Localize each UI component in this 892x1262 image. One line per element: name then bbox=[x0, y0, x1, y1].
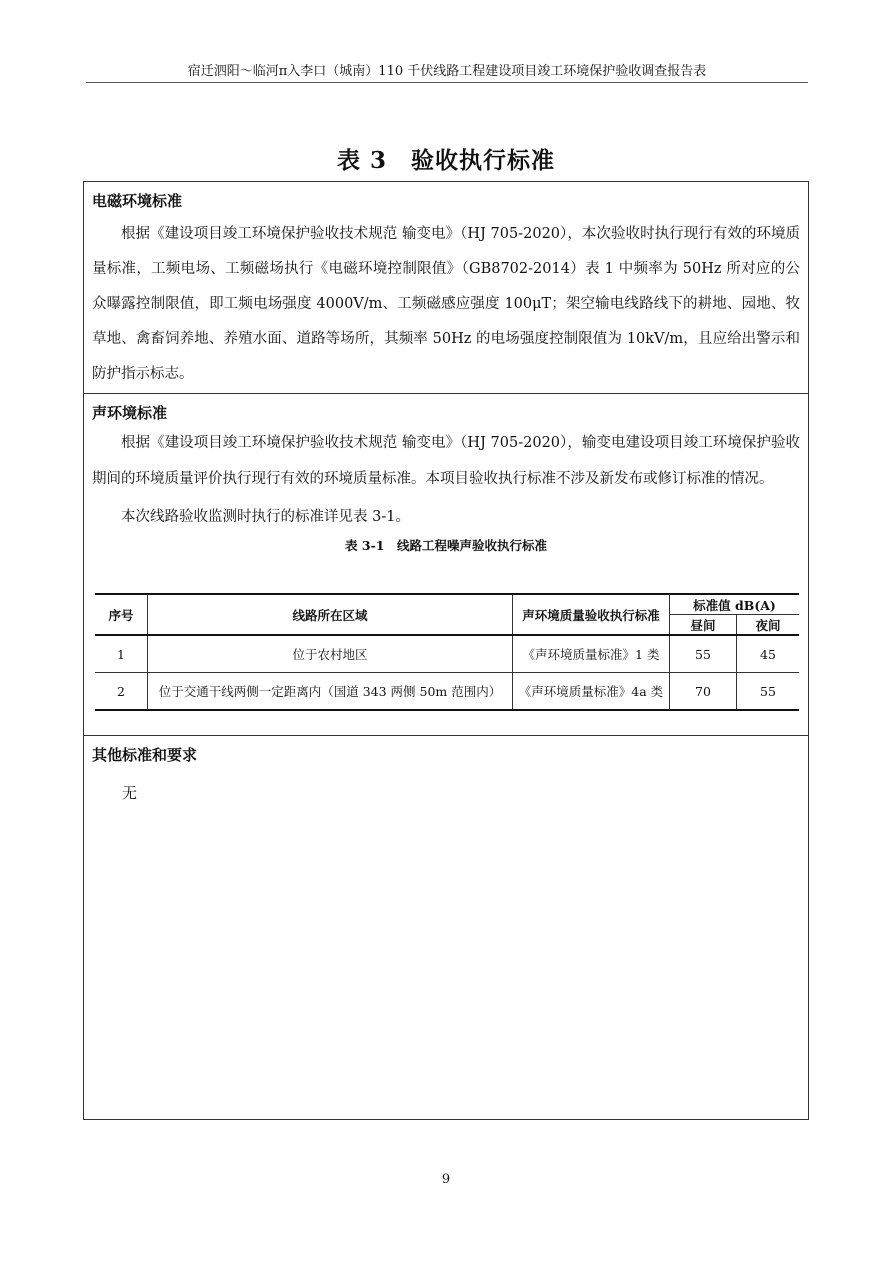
page-number: 9 bbox=[441, 1172, 451, 1187]
cell-day: 55 bbox=[670, 635, 737, 673]
running-header: 宿迁泗阳～临河π入李口（城南）110 千伏线路工程建设项目竣工环境保护验收调查报告表 bbox=[86, 64, 808, 83]
noise-standard-text: 根据《建设项目竣工环境保护验收技术规范 输变电》（HJ 705-2020），输变电建设项目竣工环境保护验收期间的环境质量评价执行现行有效的环境质量标准。本项目验收执行标准不涉及新发布或修订标准的情况。 bbox=[92, 435, 800, 487]
col-header-no: 序号 bbox=[95, 594, 148, 635]
table-row bbox=[95, 635, 799, 673]
cell-area: 位于农村地区 bbox=[148, 635, 513, 673]
col-header-night: 夜间 bbox=[737, 615, 800, 636]
section-other-standard bbox=[84, 736, 808, 1119]
em-standard-text: 根据《建设项目竣工环境保护验收技术规范 输变电》（HJ 705-2020），本次验收时执行现行有效的环境质量标准，工频电场、工频磁场执行《电磁环境控制限值》（GB8702-2014）表 1 中频率为 50Hz 所对应的公众曝露控制限值，即工频电场强度 4000V/m、工频磁感应强度 100μT；架空输电线路线下的耕地、园地、牧草地、禽畜饲养地、养殖水面、道路等场所，其频率 50Hz 的电场强度控制限值为 10kV/m，且应给出警示和防护指示标志。 bbox=[92, 226, 800, 382]
other-standard-text: 无 bbox=[122, 784, 138, 802]
standards-frame bbox=[83, 181, 809, 1120]
table-row bbox=[95, 673, 799, 711]
section-noise-standard bbox=[84, 394, 808, 736]
col-header-standard: 声环境质量验收执行标准 bbox=[513, 594, 670, 635]
cell-no: 2 bbox=[95, 673, 148, 711]
section-title-other: 其他标准和要求 bbox=[92, 746, 198, 764]
cell-standard: 《声环境质量标准》4a 类 bbox=[513, 673, 670, 711]
col-header-limit: 标准值 dB(A) bbox=[670, 594, 800, 615]
col-header-area: 线路所在区域 bbox=[148, 594, 513, 635]
cell-day: 70 bbox=[670, 673, 737, 711]
section-em-standard bbox=[84, 182, 808, 394]
table-caption: 表 3-1 线路工程噪声验收执行标准 bbox=[345, 538, 547, 553]
col-header-day: 昼间 bbox=[670, 615, 737, 636]
cell-area: 位于交通干线两侧一定距离内（国道 343 两侧 50m 范围内） bbox=[148, 673, 513, 711]
section-title-noise: 声环境标准 bbox=[92, 404, 168, 422]
cell-standard: 《声环境质量标准》1 类 bbox=[513, 635, 670, 673]
cell-night: 45 bbox=[737, 635, 800, 673]
section-title-em: 电磁环境标准 bbox=[92, 192, 183, 210]
cell-night: 55 bbox=[737, 673, 800, 711]
cell-no: 1 bbox=[95, 635, 148, 673]
noise-table-reference: 本次线路验收监测时执行的标准详见表 3-1。 bbox=[121, 509, 410, 525]
page-title: 表 3 验收执行标准 bbox=[336, 147, 555, 174]
noise-standard-table bbox=[95, 593, 799, 711]
